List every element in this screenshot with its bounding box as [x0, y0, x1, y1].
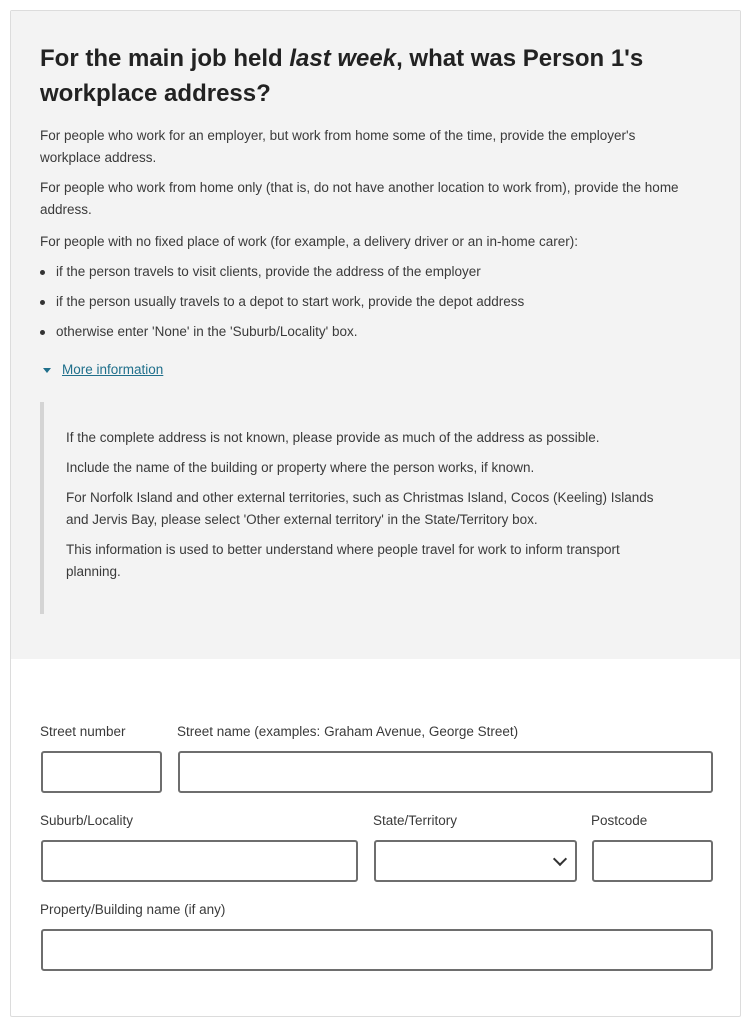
property-input[interactable]	[41, 929, 713, 971]
title-emphasis: last week	[289, 45, 397, 72]
property-label: Property/Building name (if any)	[40, 902, 226, 917]
instruction-paragraph: For people who work from home only (that is, do not have another location to work from), provide the home address.	[40, 180, 679, 217]
more-information-link[interactable]: More information	[62, 362, 164, 377]
street-name-input[interactable]	[178, 751, 713, 793]
street-number-input[interactable]	[41, 751, 162, 793]
suburb-input[interactable]	[41, 840, 358, 882]
info-paragraph: This information is used to better understand where people travel for work to inform transport planning.	[66, 542, 620, 579]
bullet-icon	[40, 330, 45, 335]
question-header-panel	[11, 11, 740, 659]
suburb-label: Suburb/Locality	[40, 813, 134, 828]
bullet-item: otherwise enter 'None' in the 'Suburb/Locality' box.	[40, 322, 357, 342]
question-card	[10, 10, 741, 1017]
caret-down-icon	[43, 368, 51, 373]
info-paragraph: For Norfolk Island and other external territories, such as Christmas Island, Cocos (Keeling) Islands and Jervis Bay, please select 'Other external territory' in the State/Territory box.	[66, 490, 654, 527]
postcode-label: Postcode	[591, 813, 648, 828]
bullet-item: if the person usually travels to a depot to start work, provide the depot address	[40, 292, 524, 312]
info-paragraph: If the complete address is not known, please provide as much of the address as possible.	[66, 430, 600, 445]
instruction-paragraph: For people who work for an employer, but work from home some of the time, provide the employer's workplace address.	[40, 128, 636, 165]
more-information-toggle[interactable]	[43, 360, 163, 380]
bullet-item: if the person travels to visit clients, provide the address of the employer	[40, 262, 481, 282]
state-select[interactable]	[374, 840, 577, 882]
chevron-down-icon	[553, 852, 567, 866]
info-paragraph: Include the name of the building or property where the person works, if known.	[66, 460, 535, 475]
postcode-input[interactable]	[592, 840, 713, 882]
bullet-icon	[40, 300, 45, 305]
state-label: State/Territory	[373, 813, 458, 828]
bullet-icon	[40, 270, 45, 275]
question-title: For the main job held last week, what was Person 1's workplace address?	[40, 45, 644, 107]
street-number-label: Street number	[40, 724, 126, 739]
street-name-label: Street name (examples: Graham Avenue, George Street)	[177, 724, 519, 739]
instruction-paragraph: For people with no fixed place of work (for example, a delivery driver or an in-home carer):	[40, 234, 578, 249]
more-information-panel	[40, 402, 684, 614]
